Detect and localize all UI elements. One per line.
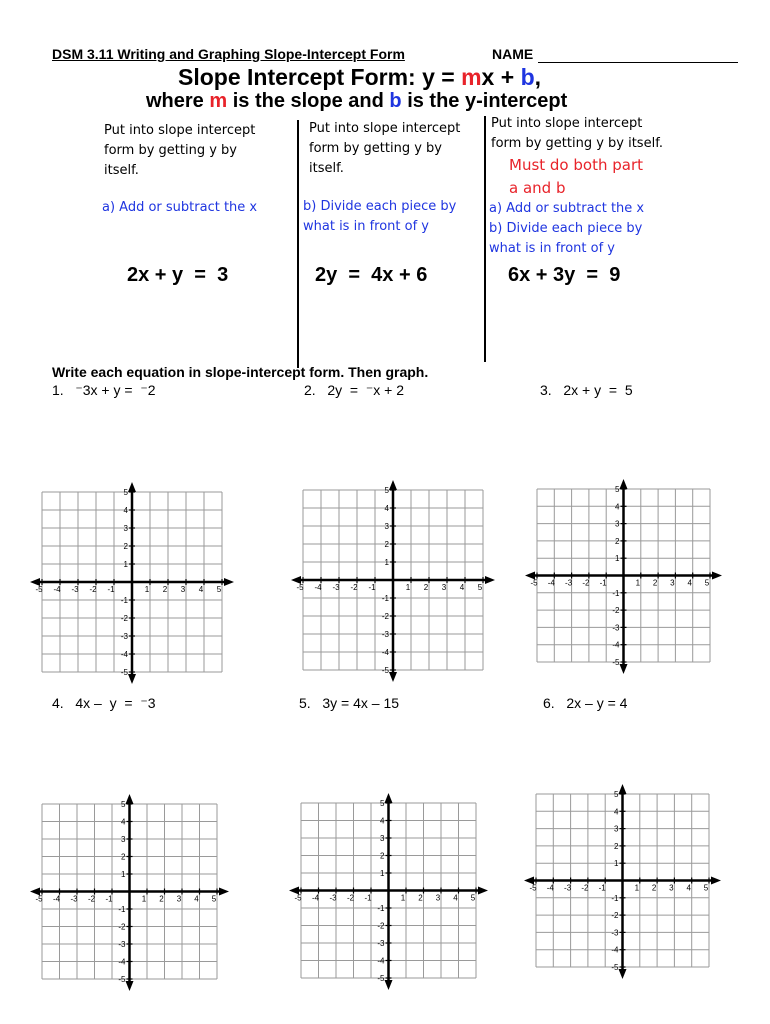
name-field-line[interactable]	[538, 62, 738, 63]
y-tick-label: -2	[120, 614, 128, 623]
y-tick-label: 4	[615, 502, 620, 512]
x-tick-label: 5	[470, 893, 476, 903]
x-tick-label: 1	[400, 893, 406, 903]
instructions: Write each equation in slope-intercept form. Then graph.	[52, 364, 429, 380]
x-tick-label: 4	[453, 893, 458, 903]
x-tick-label: -1	[599, 578, 607, 588]
y-tick-label: 3	[121, 835, 126, 844]
example-2-step: b) Divide each piece by what is in front of y	[303, 199, 457, 234]
x-tick-label: -4	[547, 578, 555, 588]
x-tick-label: -3	[329, 893, 337, 903]
y-axis-arrow-down	[619, 969, 627, 979]
y-tick-label: 4	[123, 506, 128, 515]
y-tick-label: -5	[612, 658, 620, 667]
x-tick-label: -1	[368, 583, 376, 592]
y-axis-arrow-up	[385, 793, 393, 803]
x-tick-label: 3	[669, 883, 674, 893]
y-tick-label: -2	[118, 922, 126, 932]
x-tick-label: -5	[35, 894, 43, 904]
y-tick-label: 2	[614, 841, 619, 851]
y-tick-label: -3	[381, 630, 389, 639]
explanation-m: m	[209, 90, 228, 112]
x-tick-label: 3	[441, 583, 447, 592]
y-tick-label: -4	[118, 957, 126, 967]
y-axis-arrow-down	[126, 981, 134, 991]
x-axis-arrow-right	[712, 572, 722, 580]
y-axis-arrow-up	[128, 482, 136, 492]
x-tick-label: 2	[652, 578, 658, 588]
example-1-equation: 2x + y = 3	[127, 264, 229, 286]
x-tick-label: 5	[704, 578, 710, 588]
y-tick-label: -3	[377, 939, 385, 948]
y-tick-label: -5	[381, 666, 389, 675]
x-tick-label: 4	[687, 578, 692, 588]
example-3-equation: 6x + 3y = 9	[508, 264, 621, 286]
x-tick-label: 5	[211, 894, 217, 904]
name-label: NAME	[492, 46, 534, 62]
explanation-mid: is the slope and	[227, 90, 390, 112]
x-tick-label: -4	[311, 893, 320, 903]
example-1-step: a) Add or subtract the x	[102, 200, 258, 215]
formula-m: m	[461, 64, 482, 90]
formula-suffix: ,	[534, 64, 542, 90]
x-tick-label: 3	[176, 894, 182, 904]
x-tick-label: -4	[546, 883, 554, 893]
x-tick-label: 1	[144, 585, 150, 594]
problem-1: 1. ⁻3x + y = ⁻2	[52, 382, 156, 398]
x-tick-label: -2	[89, 585, 97, 594]
y-tick-label: -1	[612, 588, 620, 598]
x-tick-label: -4	[52, 894, 61, 904]
y-tick-label: 3	[615, 519, 620, 529]
y-tick-label: -4	[377, 956, 385, 966]
explanation-b: b	[389, 90, 402, 112]
y-tick-label: -3	[118, 940, 126, 949]
y-tick-label: 2	[123, 542, 128, 551]
y-tick-label: -1	[381, 594, 389, 603]
y-tick-label: -2	[612, 606, 620, 616]
example-1-intro: Put into slope intercept form by getting y by itself.	[104, 123, 256, 178]
x-tick-label: -2	[582, 578, 590, 588]
formula-b: b	[520, 64, 535, 90]
x-tick-label: -5	[294, 893, 302, 903]
x-tick-label: 1	[141, 894, 147, 904]
x-tick-label: 5	[703, 883, 709, 893]
y-tick-label: 5	[615, 485, 620, 494]
problem-3: 3. 2x + y = 5	[540, 382, 633, 398]
y-tick-label: 2	[615, 536, 620, 546]
y-axis-arrow-down	[389, 672, 397, 682]
y-tick-label: 5	[123, 488, 128, 497]
x-axis-arrow-right	[224, 578, 234, 586]
x-tick-label: 4	[198, 585, 204, 594]
x-tick-label: -2	[346, 893, 355, 903]
example-3-intro: Put into slope intercept form by getting y by itself.	[491, 116, 663, 151]
y-tick-label: 2	[384, 540, 389, 549]
y-tick-label: 4	[121, 817, 126, 827]
problem-6: 6. 2x – y = 4	[543, 695, 628, 711]
x-tick-label: -5	[530, 578, 538, 588]
formula-explanation	[146, 90, 567, 113]
y-tick-label: -1	[611, 893, 619, 903]
y-tick-label: 4	[384, 504, 389, 513]
problem-2: 2. 2y = ⁻x + 2	[304, 382, 404, 398]
x-tick-label: 2	[418, 893, 423, 903]
x-tick-label: 3	[670, 578, 675, 588]
y-tick-label: -4	[611, 945, 619, 955]
y-axis-arrow-up	[620, 479, 628, 489]
x-tick-label: 5	[477, 583, 483, 592]
formula-mid: x +	[481, 64, 521, 90]
y-tick-label: -5	[118, 975, 126, 984]
explanation-end: is the y-intercept	[401, 90, 568, 112]
y-tick-label: -3	[611, 928, 619, 938]
x-tick-label: -2	[87, 894, 96, 904]
y-axis-arrow-up	[619, 784, 627, 794]
y-tick-label: 1	[380, 869, 385, 878]
example-3-steps: a) Add or subtract the x b) Divide each piece by what is in front of y	[489, 201, 645, 256]
y-tick-label: -2	[611, 911, 619, 921]
y-tick-label: -2	[381, 612, 389, 621]
y-axis-arrow-up	[389, 480, 397, 490]
x-tick-label: -1	[598, 883, 606, 893]
x-tick-label: -1	[107, 585, 115, 594]
y-tick-label: 3	[614, 824, 619, 834]
x-axis-arrow-right	[711, 877, 721, 885]
y-tick-label: -4	[120, 650, 128, 659]
problem-4: 4. 4x – y = ⁻3	[52, 695, 156, 711]
y-axis-arrow-up	[126, 794, 134, 804]
x-tick-label: 3	[435, 893, 441, 903]
y-tick-label: 3	[380, 834, 385, 843]
y-tick-label: -3	[612, 623, 620, 633]
y-tick-label: 1	[384, 558, 389, 567]
x-tick-label: 4	[194, 894, 199, 904]
x-tick-label: -1	[105, 894, 113, 904]
x-axis-arrow-right	[485, 576, 495, 584]
x-tick-label: 1	[635, 578, 641, 588]
y-tick-label: -3	[120, 632, 128, 641]
column-divider	[484, 116, 486, 362]
y-tick-label: 1	[123, 560, 128, 569]
y-tick-label: -5	[377, 974, 385, 983]
x-tick-label: -3	[332, 583, 340, 592]
y-axis-arrow-down	[385, 980, 393, 990]
y-tick-label: -1	[377, 904, 385, 913]
example-3-note: Must do both part a and b	[509, 156, 643, 197]
x-tick-label: -4	[53, 585, 61, 594]
x-tick-label: -2	[350, 583, 358, 592]
y-tick-label: -4	[381, 648, 389, 657]
y-tick-label: 2	[121, 852, 126, 862]
x-tick-label: 2	[162, 585, 168, 594]
x-tick-label: 2	[423, 583, 429, 592]
x-tick-label: 4	[459, 583, 465, 592]
x-tick-label: -2	[581, 883, 589, 893]
y-tick-label: 5	[380, 799, 385, 808]
y-tick-label: 1	[614, 859, 619, 869]
x-tick-label: 1	[405, 583, 411, 592]
x-tick-label: 1	[634, 883, 640, 893]
y-tick-label: -1	[120, 596, 128, 605]
x-tick-label: 2	[159, 894, 164, 904]
x-tick-label: 4	[686, 883, 691, 893]
x-tick-label: -1	[364, 893, 372, 903]
x-tick-label: -3	[70, 894, 78, 904]
formula-prefix: Slope Intercept Form: y =	[178, 64, 462, 90]
y-tick-label: 2	[380, 851, 385, 861]
y-tick-label: -5	[611, 963, 619, 972]
problem-5: 5. 3y = 4x – 15	[299, 695, 400, 711]
x-tick-label: 2	[651, 883, 657, 893]
slope-intercept-formula	[178, 64, 541, 91]
x-tick-label: -5	[296, 583, 304, 592]
y-tick-label: 1	[615, 554, 620, 564]
explanation-where: where	[146, 90, 210, 112]
y-tick-label: -4	[612, 640, 620, 650]
y-tick-label: -5	[120, 668, 128, 677]
y-tick-label: 1	[121, 870, 126, 879]
x-tick-label: 5	[216, 585, 222, 594]
example-2-intro: Put into slope intercept form by getting y by itself.	[309, 121, 461, 176]
y-tick-label: 5	[384, 486, 389, 495]
worksheet-title: DSM 3.11 Writing and Graphing Slope-Intercept Form	[52, 46, 405, 62]
x-tick-label: -3	[564, 883, 572, 893]
x-tick-label: -5	[35, 585, 43, 594]
column-divider	[297, 120, 299, 368]
y-tick-label: -2	[377, 921, 385, 931]
y-tick-label: -1	[118, 905, 126, 914]
y-tick-label: 4	[614, 807, 619, 817]
x-tick-label: -3	[565, 578, 573, 588]
example-2-equation: 2y = 4x + 6	[315, 264, 428, 286]
x-axis-arrow-right	[219, 888, 229, 896]
y-tick-label: 3	[384, 522, 389, 531]
y-tick-label: 3	[123, 524, 128, 533]
x-tick-label: -3	[71, 585, 79, 594]
y-tick-label: 5	[121, 800, 126, 809]
x-axis-arrow-right	[478, 887, 488, 895]
x-tick-label: -5	[529, 883, 537, 893]
y-tick-label: 4	[380, 816, 385, 826]
x-tick-label: 3	[180, 585, 186, 594]
y-tick-label: 5	[614, 790, 619, 799]
x-tick-label: -4	[314, 583, 322, 592]
y-axis-arrow-down	[620, 664, 628, 674]
y-axis-arrow-down	[128, 674, 136, 684]
